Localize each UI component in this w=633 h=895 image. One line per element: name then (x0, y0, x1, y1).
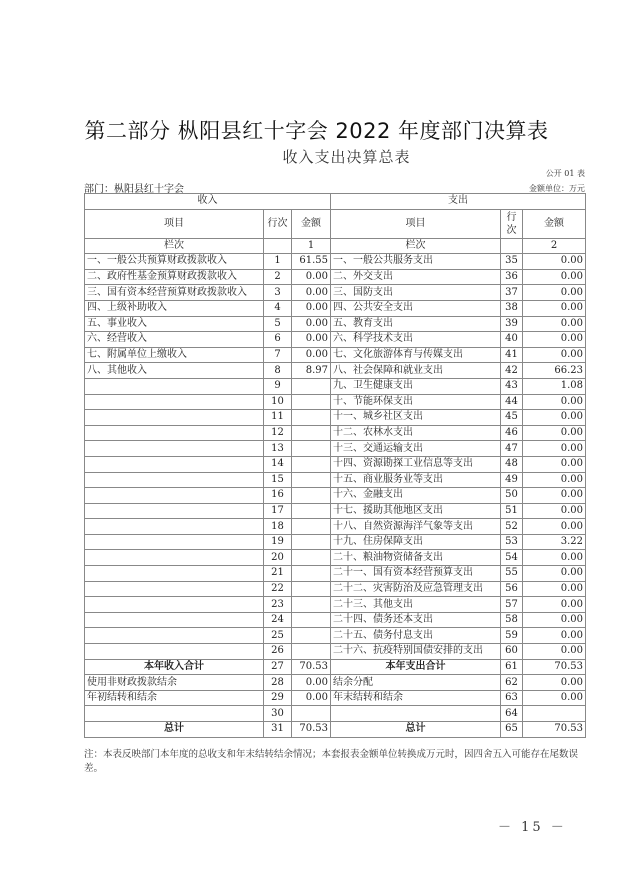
income-index-line (264, 238, 292, 254)
income-line-number: 12 (264, 425, 292, 441)
expense-amount: 0.00 (523, 690, 586, 706)
income-item (85, 378, 264, 394)
income-item (85, 503, 264, 519)
income-line-number: 11 (264, 410, 292, 426)
table-row (85, 534, 586, 550)
income-item (85, 519, 264, 535)
income-item (85, 534, 264, 550)
income-amount: 0.00 (292, 690, 331, 706)
income-line-header: 行次 (264, 209, 292, 238)
table-row (85, 285, 586, 301)
expense-line-number: 55 (501, 566, 523, 582)
table-row (85, 675, 586, 691)
expense-line-number: 50 (501, 488, 523, 504)
table-row (85, 566, 586, 582)
income-line-number: 10 (264, 394, 292, 410)
expense-item: 十五、商业服务业等支出 (331, 472, 501, 488)
expense-item: 二十二、灾害防治及应急管理支出 (331, 581, 501, 597)
expense-item: 十一、城乡社区支出 (331, 410, 501, 426)
expense-amount: 70.53 (523, 722, 586, 738)
income-line-number: 27 (264, 659, 292, 675)
amount-unit: 金额单位：万元 (529, 184, 585, 193)
income-amount (292, 581, 331, 597)
expense-item: 六、科学技术支出 (331, 332, 501, 348)
income-index-label: 栏次 (85, 238, 264, 254)
total-row (85, 722, 586, 738)
income-line-number: 2 (264, 269, 292, 285)
expense-line-number: 59 (501, 628, 523, 644)
table-row (85, 612, 586, 628)
expense-item: 一、一般公共服务支出 (331, 254, 501, 270)
expense-line-number: 58 (501, 612, 523, 628)
income-amount: 0.00 (292, 269, 331, 285)
income-amount (292, 378, 331, 394)
income-line-number: 17 (264, 503, 292, 519)
expense-amount: 70.53 (523, 659, 586, 675)
income-item (85, 581, 264, 597)
expense-item: 九、卫生健康支出 (331, 378, 501, 394)
income-line-number: 15 (264, 472, 292, 488)
header-row-sections (85, 194, 586, 210)
income-amount: 0.00 (292, 332, 331, 348)
expense-amount: 0.00 (523, 566, 586, 582)
income-amount (292, 410, 331, 426)
expense-line-number: 57 (501, 597, 523, 613)
table-row (85, 581, 586, 597)
income-amount (292, 566, 331, 582)
department-label: 部门：枞阳县红十字会 (84, 184, 184, 195)
income-amount (292, 612, 331, 628)
income-item: 年初结转和结余 (85, 690, 264, 706)
income-item: 使用非财政拨款结余 (85, 675, 264, 691)
expense-amount: 0.00 (523, 612, 586, 628)
expense-item: 二十五、债务付息支出 (331, 628, 501, 644)
expense-line-number: 44 (501, 394, 523, 410)
income-amount (292, 472, 331, 488)
table-row (85, 456, 586, 472)
expense-item: 二十、粮油物资储备支出 (331, 550, 501, 566)
table-row (85, 441, 586, 457)
expense-amount (523, 706, 586, 722)
expense-item: 十四、资源勘探工业信息等支出 (331, 456, 501, 472)
expense-amount: 0.00 (523, 347, 586, 363)
income-item (85, 550, 264, 566)
form-number: 公开 01 表 (545, 169, 585, 178)
expense-amount: 0.00 (523, 644, 586, 660)
income-line-number: 1 (264, 254, 292, 270)
table-row (85, 503, 586, 519)
expense-item: 十三、交通运输支出 (331, 441, 501, 457)
income-item: 四、上级补助收入 (85, 300, 264, 316)
income-line-number: 13 (264, 441, 292, 457)
income-item (85, 488, 264, 504)
expense-line-number: 61 (501, 659, 523, 675)
expense-line-number: 56 (501, 581, 523, 597)
income-amount: 70.53 (292, 659, 331, 675)
expense-line-number: 41 (501, 347, 523, 363)
income-line-number: 8 (264, 363, 292, 379)
expense-item: 四、公共安全支出 (331, 300, 501, 316)
document-subtitle: 收入支出决算总表 (282, 148, 411, 166)
income-item (85, 472, 264, 488)
income-line-number: 4 (264, 300, 292, 316)
expense-line-number: 49 (501, 472, 523, 488)
income-item (85, 425, 264, 441)
income-line-number: 6 (264, 332, 292, 348)
income-amount (292, 706, 331, 722)
table-row (85, 550, 586, 566)
income-item-header: 项目 (85, 209, 264, 238)
income-item: 总计 (85, 722, 264, 738)
income-amount (292, 519, 331, 535)
income-amount (292, 425, 331, 441)
table-row (85, 332, 586, 348)
expense-line-number: 51 (501, 503, 523, 519)
expense-line-number: 46 (501, 425, 523, 441)
income-item: 六、经营收入 (85, 332, 264, 348)
expense-amount: 0.00 (523, 441, 586, 457)
expense-amount: 0.00 (523, 550, 586, 566)
expense-item: 十九、住房保障支出 (331, 534, 501, 550)
income-amount (292, 456, 331, 472)
expense-item: 总计 (331, 722, 501, 738)
income-line-number: 9 (264, 378, 292, 394)
header-row-columns (85, 209, 586, 238)
expense-line-number: 38 (501, 300, 523, 316)
income-amount (292, 550, 331, 566)
expense-line-number: 43 (501, 378, 523, 394)
expense-line-number: 35 (501, 254, 523, 270)
income-item (85, 566, 264, 582)
income-item: 本年收入合计 (85, 659, 264, 675)
document-title: 第二部分 枞阳县红十字会 2022 年度部门决算表 (84, 119, 549, 143)
expense-line-number: 65 (501, 722, 523, 738)
income-item (85, 410, 264, 426)
expense-amount: 0.00 (523, 488, 586, 504)
expense-item: 十、节能环保支出 (331, 394, 501, 410)
income-item (85, 441, 264, 457)
expense-amount: 0.00 (523, 597, 586, 613)
income-line-number: 24 (264, 612, 292, 628)
expense-line-number: 39 (501, 316, 523, 332)
expense-line-number: 42 (501, 363, 523, 379)
income-line-number: 30 (264, 706, 292, 722)
expense-line-number: 52 (501, 519, 523, 535)
expense-line-number: 37 (501, 285, 523, 301)
income-item (85, 597, 264, 613)
income-amount (292, 628, 331, 644)
expense-item: 三、国防支出 (331, 285, 501, 301)
income-line-number: 20 (264, 550, 292, 566)
expense-line-number: 47 (501, 441, 523, 457)
table-row (85, 644, 586, 660)
expense-index-label: 栏次 (331, 238, 501, 254)
expense-amount: 0.00 (523, 503, 586, 519)
income-amount: 0.00 (292, 300, 331, 316)
expense-item: 十二、农林水支出 (331, 425, 501, 441)
expense-line-number: 36 (501, 269, 523, 285)
page-number: － 15 － (498, 820, 567, 835)
expense-amount: 0.00 (523, 254, 586, 270)
expense-amount: 0.00 (523, 269, 586, 285)
income-amount (292, 534, 331, 550)
subtotal-row (85, 659, 586, 675)
expense-index-number: 2 (523, 238, 586, 254)
table-row (85, 706, 586, 722)
expense-amount: 0.00 (523, 332, 586, 348)
expense-item: 本年支出合计 (331, 659, 501, 675)
table-row (85, 316, 586, 332)
table-row (85, 378, 586, 394)
expense-item: 二十六、抗疫特别国债安排的支出 (331, 644, 501, 660)
expense-line-number: 40 (501, 332, 523, 348)
table-row (85, 363, 586, 379)
income-line-number: 19 (264, 534, 292, 550)
table-row (85, 628, 586, 644)
income-item (85, 612, 264, 628)
table-row (85, 410, 586, 426)
income-item: 八、其他收入 (85, 363, 264, 379)
income-line-number: 23 (264, 597, 292, 613)
expense-line-number: 54 (501, 550, 523, 566)
expense-line-number: 62 (501, 675, 523, 691)
table-row (85, 519, 586, 535)
income-amount: 0.00 (292, 347, 331, 363)
income-line-number: 26 (264, 644, 292, 660)
table-row (85, 425, 586, 441)
income-item (85, 706, 264, 722)
income-item: 一、一般公共预算财政拨款收入 (85, 254, 264, 270)
income-amount (292, 394, 331, 410)
expense-line-number: 60 (501, 644, 523, 660)
income-item (85, 644, 264, 660)
income-amount: 0.00 (292, 285, 331, 301)
expense-amount: 3.22 (523, 534, 586, 550)
income-item: 五、事业收入 (85, 316, 264, 332)
table-row (85, 472, 586, 488)
expense-item: 年末结转和结余 (331, 690, 501, 706)
income-line-number: 21 (264, 566, 292, 582)
expense-amount: 0.00 (523, 425, 586, 441)
income-line-number: 28 (264, 675, 292, 691)
income-item (85, 394, 264, 410)
income-line-number: 5 (264, 316, 292, 332)
expense-amount: 1.08 (523, 378, 586, 394)
expense-item-header: 项目 (331, 209, 501, 238)
expense-amount: 0.00 (523, 581, 586, 597)
expense-item: 二十一、国有资本经营预算支出 (331, 566, 501, 582)
expense-line-number: 63 (501, 690, 523, 706)
expense-index-line (501, 238, 523, 254)
expense-item: 二十三、其他支出 (331, 597, 501, 613)
income-line-number: 31 (264, 722, 292, 738)
table-row (85, 254, 586, 270)
income-amount: 0.00 (292, 316, 331, 332)
expense-amount: 0.00 (523, 472, 586, 488)
income-line-number: 25 (264, 628, 292, 644)
table-row (85, 394, 586, 410)
income-item: 三、国有资本经营预算财政拨款收入 (85, 285, 264, 301)
income-line-number: 3 (264, 285, 292, 301)
expense-amount: 0.00 (523, 675, 586, 691)
expense-item: 结余分配 (331, 675, 501, 691)
table-row (85, 347, 586, 363)
income-amount (292, 597, 331, 613)
expense-line-number: 53 (501, 534, 523, 550)
expense-line-number: 45 (501, 410, 523, 426)
income-amount (292, 644, 331, 660)
expense-line-header: 行 次 (501, 209, 523, 238)
income-line-number: 7 (264, 347, 292, 363)
income-expense-table (84, 193, 586, 738)
income-line-number: 16 (264, 488, 292, 504)
expense-amount: 66.23 (523, 363, 586, 379)
income-item: 七、附属单位上缴收入 (85, 347, 264, 363)
expense-item: 十八、自然资源海洋气象等支出 (331, 519, 501, 535)
expense-item: 十六、金融支出 (331, 488, 501, 504)
expense-amount: 0.00 (523, 316, 586, 332)
income-item: 二、政府性基金预算财政拨款收入 (85, 269, 264, 285)
income-line-number: 22 (264, 581, 292, 597)
expense-amount: 0.00 (523, 300, 586, 316)
expense-amount: 0.00 (523, 394, 586, 410)
income-amount: 61.55 (292, 254, 331, 270)
table-row (85, 488, 586, 504)
income-amount: 0.00 (292, 675, 331, 691)
footnote: 注：本表反映部门本年度的总收支和年末结转结余情况；本套报表金额单位转换成万元时，因四舍五入可能存在尾数误差。 (84, 749, 579, 774)
income-index-number: 1 (292, 238, 331, 254)
expense-item: 十七、援助其他地区支出 (331, 503, 501, 519)
table-row (85, 269, 586, 285)
expense-amount: 0.00 (523, 410, 586, 426)
expense-item: 二十四、债务还本支出 (331, 612, 501, 628)
expense-amount: 0.00 (523, 519, 586, 535)
expense-line-number: 64 (501, 706, 523, 722)
table-row (85, 300, 586, 316)
expense-section-header: 支出 (331, 194, 586, 210)
expense-item: 八、社会保障和就业支出 (331, 363, 501, 379)
income-item (85, 628, 264, 644)
income-line-number: 29 (264, 690, 292, 706)
table-row (85, 597, 586, 613)
income-amount (292, 503, 331, 519)
header-row-index (85, 238, 586, 254)
income-amount (292, 441, 331, 457)
expense-amount: 0.00 (523, 285, 586, 301)
table-row (85, 690, 586, 706)
expense-amount-header: 金额 (523, 209, 586, 238)
expense-line-number: 48 (501, 456, 523, 472)
expense-item: 七、文化旅游体育与传媒支出 (331, 347, 501, 363)
income-amount-header: 金额 (292, 209, 331, 238)
income-amount: 70.53 (292, 722, 331, 738)
income-section-header: 收入 (85, 194, 331, 210)
income-item (85, 456, 264, 472)
expense-item: 二、外交支出 (331, 269, 501, 285)
income-amount (292, 488, 331, 504)
expense-item (331, 706, 501, 722)
expense-item: 五、教育支出 (331, 316, 501, 332)
income-line-number: 14 (264, 456, 292, 472)
expense-amount: 0.00 (523, 628, 586, 644)
expense-amount: 0.00 (523, 456, 586, 472)
income-line-number: 18 (264, 519, 292, 535)
income-amount: 8.97 (292, 363, 331, 379)
